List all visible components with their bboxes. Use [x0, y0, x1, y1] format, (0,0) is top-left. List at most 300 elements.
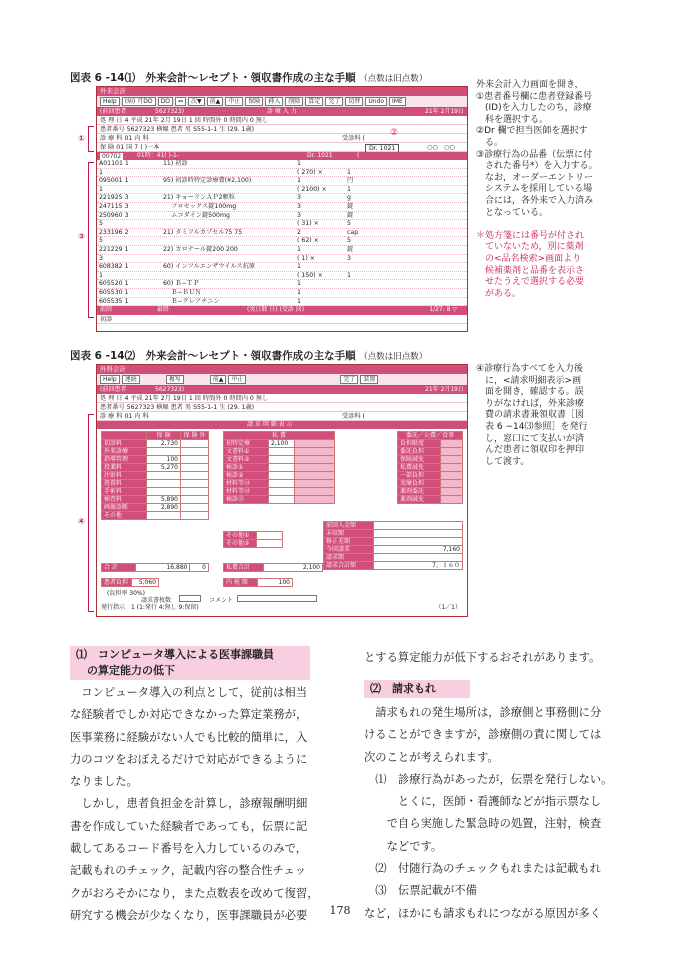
item-qty: ( 31) ×	[297, 220, 319, 228]
private-row	[224, 496, 335, 504]
row-label: その他①	[224, 532, 257, 540]
burden-value[interactable]	[441, 472, 463, 480]
column-header	[102, 432, 147, 440]
figure-2-title: 図表 6 -14⑵ 外来会計〜レセプト・領収書作成の主な手順	[70, 350, 356, 362]
uninsured-value[interactable]	[181, 440, 209, 448]
burden-row	[398, 488, 463, 496]
outpatient-billing-screen	[96, 86, 468, 332]
treatment-row[interactable]	[97, 220, 467, 229]
side-note-line: ていないため，別に薬剤	[476, 242, 584, 253]
private-other-table	[223, 531, 283, 548]
patient-burden-label: 患者負担	[102, 579, 132, 587]
insurance-table	[101, 431, 209, 520]
row-label: 画像診断	[102, 504, 147, 512]
item-qty: ( 1) ×	[297, 254, 315, 262]
treatment-row[interactable]	[97, 272, 467, 281]
insurance-row	[102, 456, 209, 464]
treatment-row[interactable]	[97, 203, 467, 212]
process-date-text-2: 処 理 日 4 平成 21年 2月 19日 1 回 時間外 0 時間内 0 無し	[100, 395, 269, 402]
order-code: 00702	[102, 152, 122, 160]
private-extra	[295, 464, 335, 472]
tax-value: 100	[258, 579, 293, 587]
toolbar-button[interactable]: Help	[100, 97, 120, 106]
item-code: 233196 2	[99, 228, 129, 236]
figure-1-title: 図表 6 -14⑴ 外来会計〜レセプト・領収書作成の主な手順	[70, 72, 356, 84]
column-header: 委託／公費／食事	[398, 432, 463, 440]
process-date-text: 処 理 日 4 平成 21年 2月 19日 1 回 時間外 0 時間内 0 無し	[100, 117, 269, 124]
private-extra	[295, 440, 335, 448]
footer-days: (実日数 日) (受診 回)	[247, 306, 305, 314]
side-note-line	[476, 219, 626, 231]
item-code: 605530 1	[99, 288, 129, 296]
total-insured: 16,880	[136, 564, 190, 572]
treatment-grid[interactable]	[97, 160, 467, 306]
item-code: 221229 1	[99, 245, 129, 253]
insurance-row	[102, 488, 209, 496]
burden-rate: (負担率 30%)	[107, 590, 145, 597]
private-extra	[295, 488, 335, 496]
private-row	[224, 440, 335, 448]
private-value[interactable]	[269, 496, 295, 504]
item-code: 1	[99, 168, 103, 176]
row-label: 注射料	[102, 472, 147, 480]
insured-value[interactable]: 100	[147, 456, 181, 464]
toolbar-gap	[142, 375, 164, 384]
item-unit: 1	[347, 185, 351, 193]
summary-row	[324, 538, 463, 546]
side-note-line: りがなければ，外来診療	[476, 398, 585, 409]
private-row	[224, 464, 335, 472]
insured-value[interactable]	[147, 512, 181, 520]
treatment-row[interactable]	[97, 229, 467, 238]
insured-value[interactable]: 5,270	[147, 464, 181, 472]
footer-page[interactable]: 1/27: 8 ▽	[429, 306, 457, 314]
item-unit: 5	[347, 220, 351, 228]
burden-row	[398, 440, 463, 448]
item-code: A01101 1	[99, 160, 129, 167]
treatment-row[interactable]	[97, 237, 467, 246]
row-label: 負担限度	[398, 440, 441, 448]
toolbar-button[interactable]: ⇔	[175, 97, 186, 106]
marker-1: ①	[78, 134, 85, 143]
footer-band	[97, 306, 467, 315]
side-notes-2	[476, 364, 626, 468]
paragraph-line: クがおろそかになり，また点数表を改めて復習，	[70, 886, 319, 900]
item-name: 60) Ｂ−ＴＰ	[163, 280, 200, 288]
private-extra	[295, 472, 335, 480]
side-note-line: システムを採用している場	[476, 184, 593, 195]
item-name: Ｂ−クレアチニン	[163, 297, 220, 305]
private-extra	[295, 480, 335, 488]
burden-value[interactable]	[441, 456, 463, 464]
item-unit: g	[347, 194, 351, 202]
item-qty: ( 270) ×	[297, 168, 323, 176]
section-1-heading	[70, 646, 310, 680]
toolbar-button[interactable]: 完了	[340, 375, 358, 384]
prev-patient-id-2: 5627323)	[155, 386, 185, 393]
row-label: 請求額	[324, 554, 374, 562]
paragraph-line: な経験者でしか対応できなかった算定業務が，	[70, 708, 308, 722]
row-label: 前回入金額	[324, 522, 374, 530]
insurance-row	[102, 480, 209, 488]
statement-title: 請 求 明 細 表 示	[247, 421, 293, 428]
doctor-select[interactable]: Dr. 1021	[365, 144, 399, 153]
row-label: 保険減免	[398, 456, 441, 464]
visit-department-text-2: 受診科 (	[342, 413, 365, 420]
paragraph-line: 請求もれの発生場所は，診療側と事務側に分	[364, 706, 602, 719]
private-extra	[295, 456, 335, 464]
side-note-line: に，<請求明細表示>画	[476, 375, 582, 386]
footer-first: 初診	[100, 316, 113, 324]
order-doctor: Dr. 1021	[307, 152, 333, 159]
burden-value[interactable]	[441, 440, 463, 448]
paragraph-line: 次のことが考えられます。	[364, 750, 499, 764]
row-label: 手術料	[102, 488, 147, 496]
screen-mode: 診 療 入 力	[267, 108, 297, 115]
item-name: 22) カロナール錠200 200	[163, 245, 238, 253]
private-value[interactable]	[269, 448, 295, 456]
toolbar	[97, 96, 467, 108]
side-note-line: がある。	[476, 288, 522, 299]
row-label: 処置料	[102, 480, 147, 488]
side-note-line: せたうえで選択する必要	[476, 277, 585, 288]
insurance-row	[102, 504, 209, 512]
footer-prev: 前回	[100, 306, 113, 314]
side-note-line: して渡す。	[476, 456, 530, 467]
paragraph-line: けることができますが，診療側の責に関しては	[364, 728, 602, 742]
toolbar-button[interactable]: 中止	[228, 375, 246, 384]
burden-value[interactable]	[441, 496, 463, 504]
row-label: 未収額	[324, 530, 374, 538]
item-unit: 3	[347, 254, 351, 262]
private-total-label: 私費合計	[224, 564, 264, 572]
private-row	[224, 456, 335, 464]
department-row[interactable]	[97, 134, 467, 143]
toolbar-button[interactable]: 切替	[345, 97, 363, 106]
toolbar-button[interactable]: 算定	[305, 97, 323, 106]
insurance-row	[102, 496, 209, 504]
page-indicator: （1／1）	[435, 604, 461, 611]
item-unit: 錠	[347, 211, 354, 219]
row-label: 修正差額	[324, 538, 374, 546]
toolbar-button[interactable]: DO	[158, 97, 173, 106]
patient-burden-value: 5,060	[132, 579, 159, 587]
treatment-row[interactable]	[97, 263, 467, 272]
insurance-row[interactable]	[97, 143, 467, 152]
figure-2-note: （点数は旧点数）	[359, 352, 428, 362]
paragraph-line: 力のコツをおぼえるだけで対応ができるように	[70, 752, 308, 766]
row-label: その他②	[224, 540, 257, 548]
item-unit: 錠	[347, 245, 354, 253]
section-1-title-line1: ⑴ コンピュータ導入による医事課職員	[76, 648, 274, 661]
paragraph-line: ⑴ 診療行為があったが，伝票を発行しない。	[364, 772, 613, 786]
invoice-count-field[interactable]	[179, 595, 201, 602]
private-value[interactable]	[269, 488, 295, 496]
insurance-row	[102, 440, 209, 448]
left-paragraph	[70, 682, 332, 927]
uninsured-value[interactable]	[181, 496, 209, 504]
toolbar-button[interactable]: IME	[389, 97, 406, 106]
column-header: 私 費	[224, 432, 335, 440]
summary-value[interactable]: 7，１６０	[374, 562, 463, 570]
toolbar-2	[97, 374, 467, 386]
process-date-row-2[interactable]	[97, 394, 467, 403]
toolbar-button[interactable]: 複写	[166, 375, 184, 384]
uninsured-value[interactable]	[181, 456, 209, 464]
private-row	[224, 488, 335, 496]
paragraph-line: で自ら実施した緊急時の処置，注射，検査	[364, 817, 602, 831]
paragraph-line: ⑶ 伝票記載が不備	[364, 884, 477, 898]
item-code: 5	[99, 237, 103, 245]
summary-value[interactable]	[374, 538, 463, 546]
item-qty: 1	[297, 245, 301, 253]
insured-value[interactable]: 5,890	[147, 496, 181, 504]
row-label: 検診⑮	[224, 496, 269, 504]
row-label: その他	[102, 512, 147, 520]
treatment-row[interactable]	[97, 255, 467, 264]
summary-value[interactable]	[374, 522, 463, 530]
toolbar-button[interactable]: 完了	[325, 97, 343, 106]
item-qty: 3	[297, 202, 301, 210]
row-label: 文書料①	[224, 448, 269, 456]
toolbar-button[interactable]: 挿入	[265, 97, 283, 106]
paragraph-line: など，ほかにも請求もれにつながる原因が多く	[364, 906, 602, 920]
uninsured-value[interactable]	[181, 448, 209, 456]
row-label: 請求合計額	[324, 562, 374, 570]
item-code: 605520 1	[99, 280, 129, 288]
burden-value[interactable]	[441, 448, 463, 456]
department-text-2: 診 療 科 01 内 科	[100, 413, 149, 420]
insured-value[interactable]	[147, 472, 181, 480]
statement-band	[97, 421, 467, 429]
row-label: 投薬料	[102, 464, 147, 472]
date-label: 21年 2月19日	[425, 108, 464, 115]
toolbar-button[interactable]: Undo	[365, 97, 387, 106]
window-title: 外来会計	[97, 87, 467, 96]
row-label: 初診料	[102, 440, 147, 448]
paragraph-line: などです。	[364, 839, 443, 853]
paragraph-line: とくに，医師・看護師などが指示票なし	[364, 795, 602, 809]
summary-value[interactable]	[374, 530, 463, 538]
patient-number-row[interactable]	[97, 125, 467, 134]
item-code: 247115 3	[99, 202, 129, 210]
uninsured-value[interactable]	[181, 512, 209, 520]
item-qty: 1	[297, 280, 301, 288]
private-other-value[interactable]	[257, 540, 283, 548]
section-2-heading: ⑵ 請求もれ	[364, 680, 470, 698]
item-name: フロセックス錠100mg	[163, 202, 237, 210]
visit-department-text: 受診科 (	[342, 135, 365, 142]
treatment-row[interactable]	[97, 298, 467, 307]
side-note-line: となっている。	[476, 207, 549, 218]
burden-row	[398, 496, 463, 504]
treatment-row[interactable]	[97, 212, 467, 221]
side-note-line: ②Dr 欄で担当医師を選択す	[476, 126, 588, 137]
row-label: 材料等⑬	[224, 480, 269, 488]
summary-value[interactable]: 7,160	[374, 546, 463, 554]
toolbar-button[interactable]: 削除	[285, 97, 303, 106]
private-value[interactable]	[269, 472, 295, 480]
toolbar-button[interactable]: 連続	[122, 375, 140, 384]
treatment-row[interactable]	[97, 194, 467, 203]
insured-value[interactable]	[147, 448, 181, 456]
burden-row	[398, 480, 463, 488]
insurance-row	[102, 512, 209, 520]
issue-label: 発行指示	[101, 604, 126, 611]
item-qty: 1	[297, 177, 301, 185]
patient-number-text: 患者番号 5627323 横堀 患者 男 S55-1-1 生 (29. 1歳)	[100, 126, 255, 133]
department-row-2[interactable]	[97, 412, 467, 421]
side-note-line: る。	[476, 137, 504, 148]
paragraph-line: しかし，患者負担金を計算し，診療報酬明細	[70, 797, 308, 811]
total-label: 合 計	[102, 564, 136, 572]
paragraph-line: ⑵ 付随行為のチェックもれまたは記載もれ	[364, 862, 601, 876]
toolbar-button[interactable]: 装置	[360, 375, 378, 384]
patient-number-row-2[interactable]	[97, 403, 467, 412]
item-name: 60) インフルエンザウイルス抗原	[163, 263, 256, 271]
toolbar-button[interactable]: Help	[100, 375, 120, 384]
side-note-line: 表 6 −14⑶参照］を発行	[476, 421, 588, 432]
private-value[interactable]: 2,100	[269, 440, 295, 448]
treatment-row[interactable]	[97, 169, 467, 178]
side-note-line: 外来会計入力画面を開き，	[476, 80, 584, 90]
bracket-3	[88, 162, 94, 318]
item-qty: 3	[297, 194, 301, 202]
paragraph-line: 研究する機会が少なくなり，医事課職員が必要	[70, 908, 308, 922]
row-label: 文書料②	[224, 456, 269, 464]
window-title-2: 外科会計	[97, 365, 467, 374]
treatment-row[interactable]	[97, 186, 467, 195]
row-label: 外来診療	[102, 448, 147, 456]
toolbar-button[interactable]: (病) 月DO	[122, 97, 156, 106]
toolbar-button[interactable]: 次▼	[188, 97, 205, 106]
item-unit: 5	[347, 237, 351, 245]
right-top-line: とする算定能力が低下するおそれがあります。	[364, 651, 601, 664]
footer-last: 最終	[157, 306, 170, 314]
total-table	[101, 563, 209, 572]
patient-burden-table	[101, 578, 159, 587]
item-qty: ( 150) ×	[297, 271, 323, 279]
private-total-value: 2,100	[264, 564, 323, 572]
item-code: 5	[99, 220, 103, 228]
item-qty: 1	[297, 288, 301, 296]
comment-field[interactable]	[237, 595, 317, 602]
private-value[interactable]	[269, 464, 295, 472]
insured-value[interactable]: 2,890	[147, 504, 181, 512]
insured-value[interactable]	[147, 480, 181, 488]
billing-summary-table	[323, 521, 463, 570]
item-name: 11) 初診	[163, 160, 188, 167]
burden-row	[398, 464, 463, 472]
row-label: 一部負担	[398, 472, 441, 480]
uninsured-value[interactable]	[181, 504, 209, 512]
item-unit: 1	[347, 271, 351, 279]
insurance-text: 保 険 01 国 7 ( )一本	[100, 144, 160, 151]
item-code: 3	[99, 254, 103, 262]
insured-value[interactable]: 2,730	[147, 440, 181, 448]
treatment-row[interactable]	[97, 177, 467, 186]
doctor-circles: ○○ ○○	[427, 144, 455, 151]
summary-value[interactable]	[374, 554, 463, 562]
private-row	[224, 472, 335, 480]
insurance-row	[102, 472, 209, 480]
toolbar-button[interactable]: 前▲	[210, 375, 227, 384]
process-date-row[interactable]	[97, 116, 467, 125]
invoice-count-label: 請求書枚数	[141, 597, 172, 604]
insurance-row	[102, 464, 209, 472]
figure-1-caption	[70, 70, 427, 85]
private-value[interactable]	[269, 480, 295, 488]
paragraph-line: 医事業務に経験がない人でも比較的簡単に，入	[70, 730, 308, 744]
treatment-row[interactable]	[97, 289, 467, 298]
toolbar-button[interactable]: 中止	[225, 97, 243, 106]
surgery-billing-screen	[96, 364, 468, 617]
toolbar-button[interactable]: 保険	[245, 97, 263, 106]
private-extra	[295, 496, 335, 504]
toolbar-gap	[248, 375, 338, 384]
private-other-value[interactable]	[257, 532, 283, 540]
burden-row	[398, 456, 463, 464]
bracket-1	[88, 126, 94, 152]
private-total-table	[223, 563, 323, 572]
uninsured-value[interactable]	[181, 488, 209, 496]
treatment-row[interactable]	[97, 280, 467, 289]
issue-option[interactable]: 1 (1:発行 4:無し 9:保留)	[131, 604, 199, 611]
row-label: 私費減免	[398, 464, 441, 472]
item-code: 250960 3	[99, 211, 129, 219]
item-code: 095001 1	[99, 177, 129, 185]
side-note-line: 費の請求書兼領収書［図	[476, 410, 585, 421]
paragraph-line: 記載もれのチェック，記載内容の整合性チェッ	[70, 864, 307, 878]
bracket-4	[88, 414, 94, 612]
prev-patient-label-2: (前回患者	[100, 386, 127, 393]
item-code: 1	[99, 185, 103, 193]
patient-number-text-2: 患者番号 5627323 横堀 患者 男 S55-1-1 生 (29. 1歳)	[100, 404, 255, 411]
private-extra	[295, 448, 335, 456]
side-note-line: 合には，各外来で入力済み	[476, 195, 594, 206]
prev-patient-label: (前回患者	[100, 108, 127, 115]
insured-value[interactable]	[147, 488, 181, 496]
item-qty: 1	[297, 160, 301, 167]
item-name: ムコダイン錠500mg	[163, 211, 230, 219]
side-note-line: 候補薬剤と品番を表示さ	[476, 265, 585, 276]
toolbar-button[interactable]: 前▲	[207, 97, 224, 106]
uninsured-value[interactable]	[181, 464, 209, 472]
treatment-row[interactable]	[97, 246, 467, 255]
private-row	[224, 448, 335, 456]
private-value[interactable]	[269, 456, 295, 464]
side-note-line: (ID)を入力したのち，診療	[476, 103, 592, 114]
burden-value[interactable]	[441, 480, 463, 488]
uninsured-value[interactable]	[181, 472, 209, 480]
uninsured-value[interactable]	[181, 480, 209, 488]
side-note-line: し，窓口にて支払いが済	[476, 433, 585, 444]
summary-row	[324, 522, 463, 530]
row-label: 初特定療	[224, 440, 269, 448]
item-name: Ｂ−ＢＵＮ	[163, 288, 202, 296]
private-row	[224, 480, 335, 488]
side-note-line: なお，オーダーエントリー	[476, 172, 594, 183]
treatment-row[interactable]	[97, 160, 467, 169]
burden-row	[398, 472, 463, 480]
statement-area	[97, 429, 467, 609]
burden-value[interactable]	[441, 464, 463, 472]
item-code: 608382 1	[99, 263, 129, 271]
burden-value[interactable]	[441, 488, 463, 496]
order-time: 01時：41( )-1-	[137, 152, 180, 159]
item-code: 605535 1	[99, 297, 129, 305]
prev-patient-id: 5627323)	[155, 108, 185, 115]
